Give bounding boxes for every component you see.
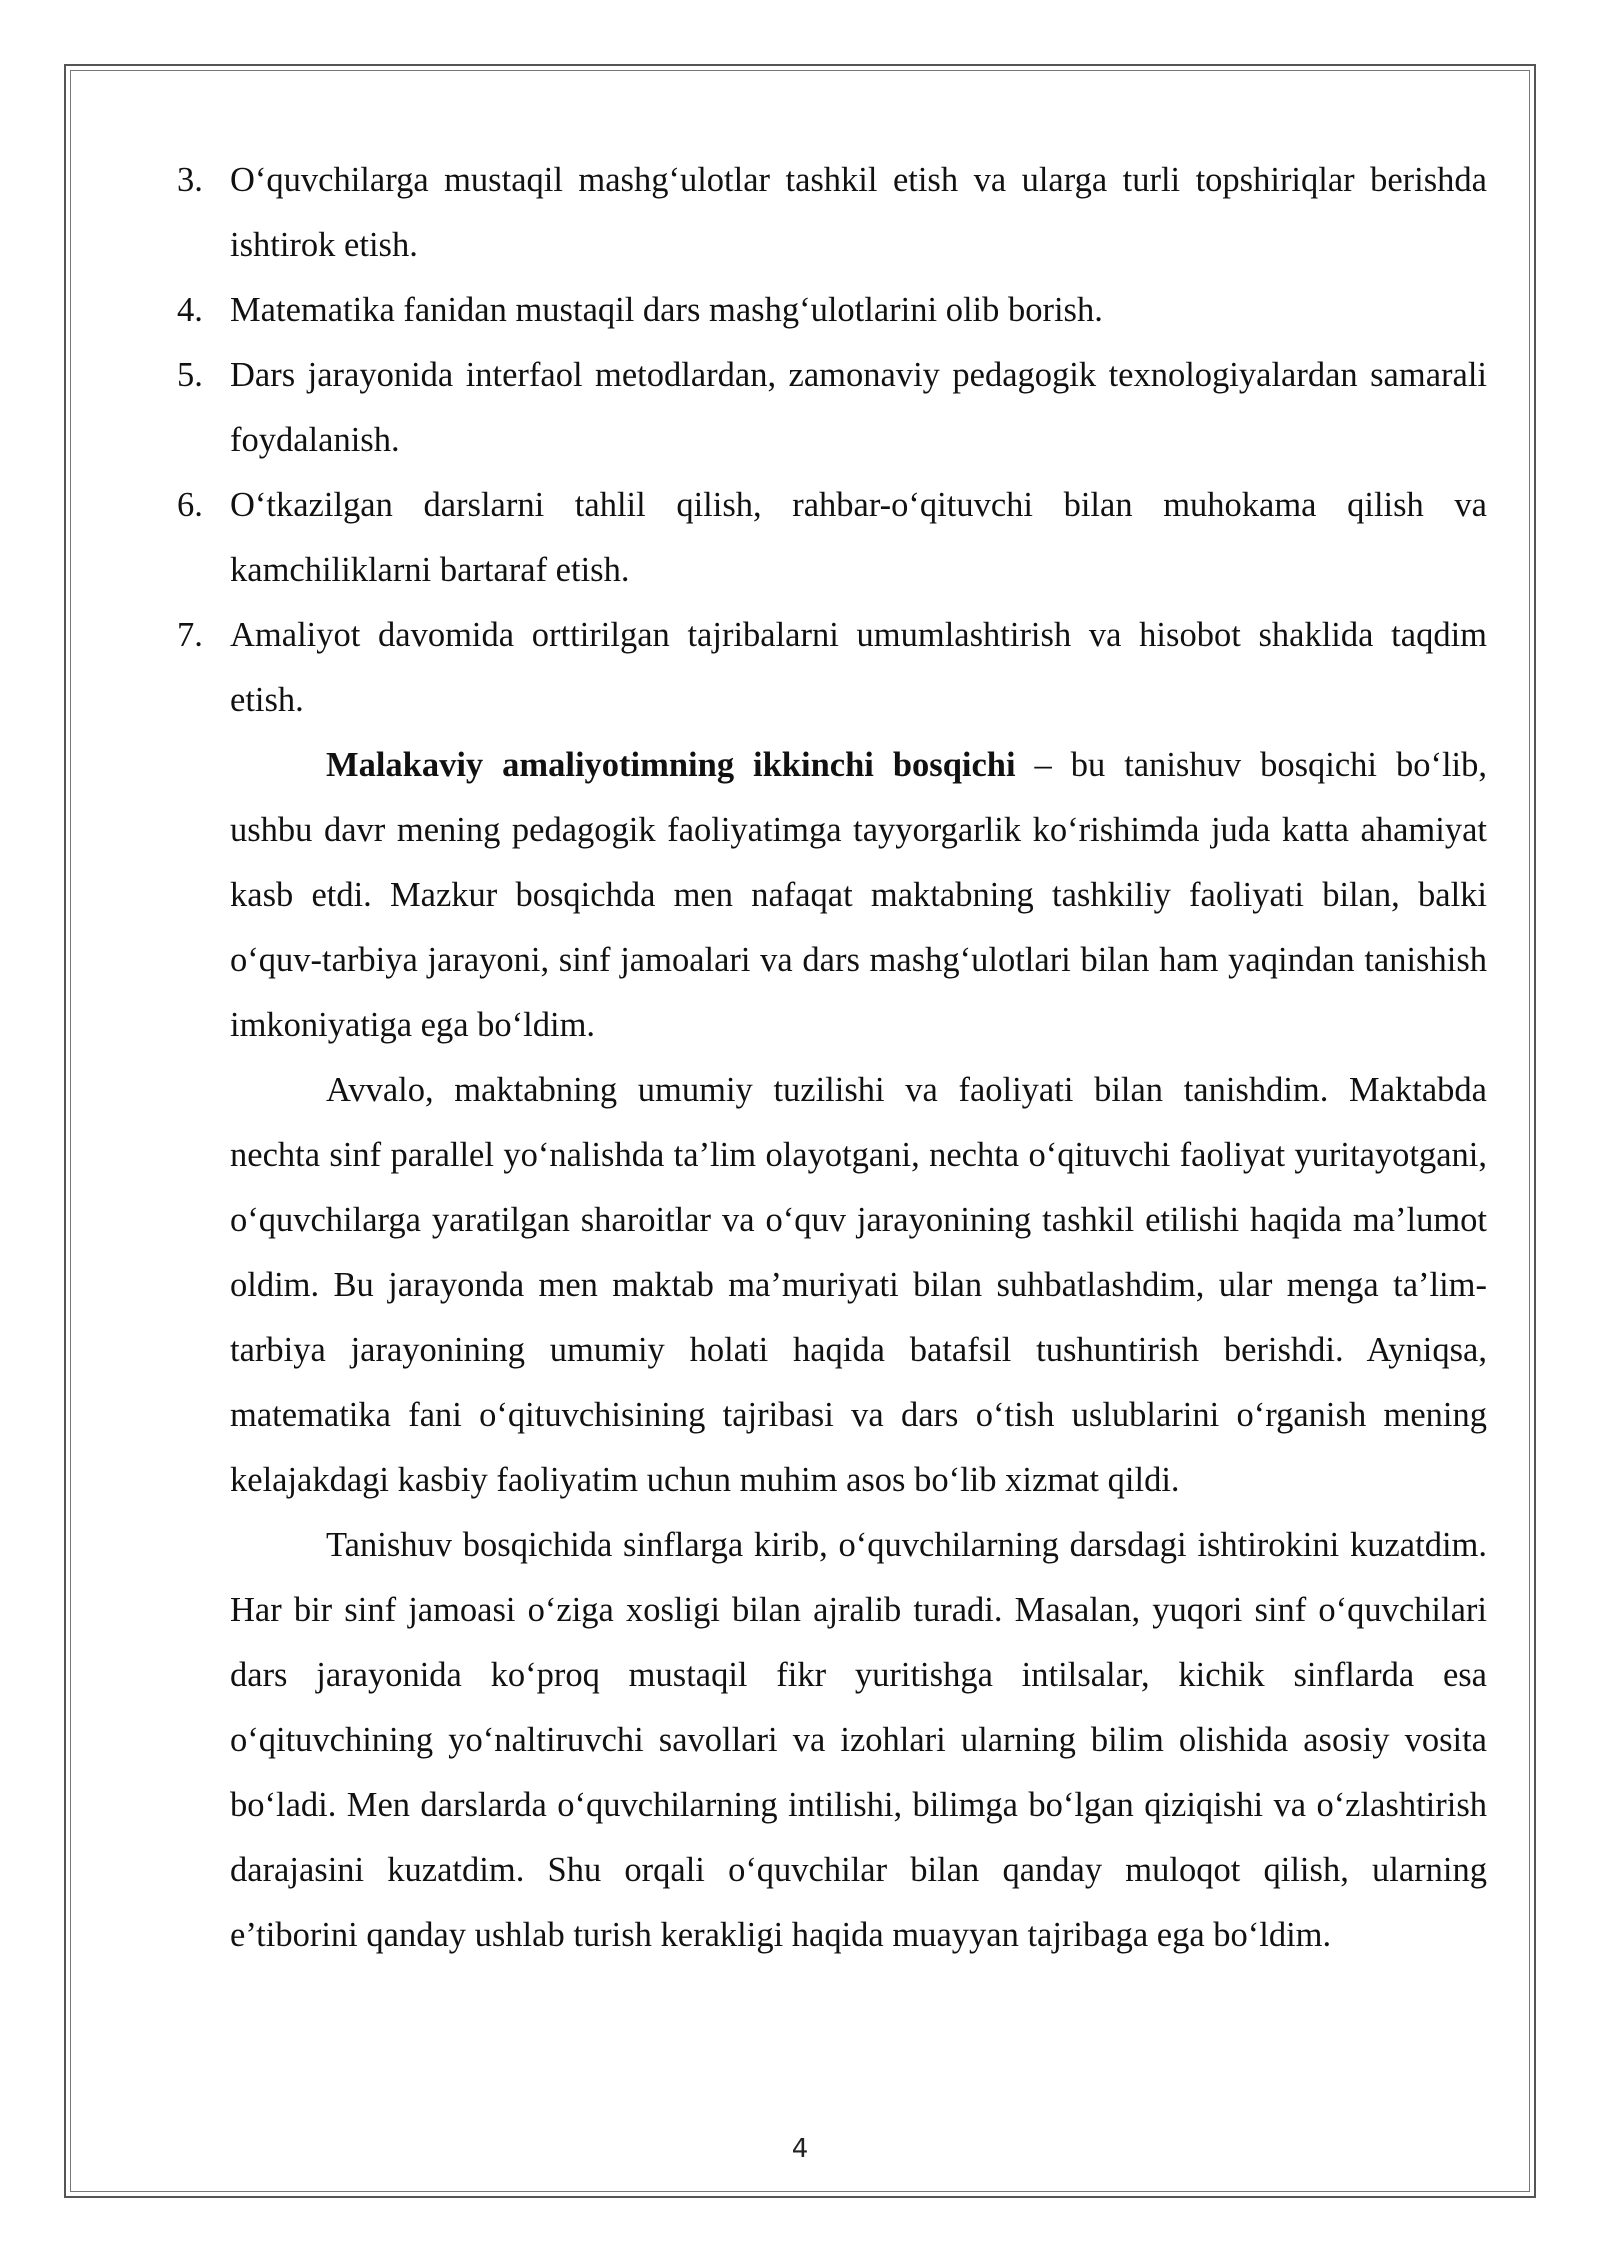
- list-item-text: Amaliyot davomida orttirilgan tajribalarni umumlashtirish va hisobot shaklida taqdim etish.: [230, 616, 1487, 719]
- paragraph-class-observation: Tanishuv bosqichida sinflarga kirib, o‘quvchilarning darsdagi ishtirokini kuzatdim. Har bir sinf jamoasi o‘ziga xosligi bilan ajralib turadi. Masalan, yuqori sinf o‘quvchilari dars jarayonida ko‘proq mustaqil fikr yuritishga intilsalar, kichik sinflarda esa o‘qituvchining yo‘naltiruvchi savollari va izohlari ularning bilim olishida asosiy vosita bo‘ladi. Men darslarda o‘quvchilarning intilishi, bilimga bo‘lgan qiziqishi va o‘zlashtirish darajasini kuzatdim. Shu orqali o‘quvchilar bilan qanday muloqot qilish, ularning e’tiborini qanday ushlab turish kerakligi haqida muayyan tajribaga ega bo‘ldim.: [230, 1526, 1487, 1954]
- list-item: [177, 148, 1487, 278]
- list-item: [177, 343, 1487, 473]
- list-item-number: 3.: [177, 161, 203, 199]
- list-item-number: 6.: [177, 486, 203, 524]
- paragraph-stage-two: [230, 733, 1487, 1058]
- paragraph-bold-lead: Malakaviy amaliyotimning ikkinchi bosqichi: [326, 746, 1016, 784]
- list-item: [177, 473, 1487, 603]
- paragraph-school-structure: Avvalo, maktabning umumiy tuzilishi va faoliyati bilan tanishdim. Maktabda nechta sinf parallel yo‘nalishda ta’lim olayotgani, nechta o‘qituvchi faoliyat yuritayotgani, o‘quvchilarga yaratilgan sharoitlar va o‘quv jarayonining tashkil etilishi haqida ma’lumot oldim. Bu jarayonda men maktab ma’muriyati bilan suhbatlashdim, ular menga ta’lim-tarbiya jarayonining umumiy holati haqida batafsil tushuntirish berishdi. Ayniqsa, matematika fani o‘qituvchisining tajribasi va dars o‘tish uslublarini o‘rganish mening kelajakdagi kasbiy faoliyatim uchun muhim asos bo‘lib xizmat qildi.: [230, 1071, 1487, 1499]
- document-body: [177, 148, 1487, 1968]
- list-item-number: 4.: [177, 291, 203, 329]
- list-item-text: O‘quvchilarga mustaqil mashg‘ulotlar tashkil etish va ularga turli topshiriqlar berishda ishtirok etish.: [230, 161, 1487, 264]
- list-item-number: 7.: [177, 616, 203, 654]
- paragraph-stage-two-text: – bu tanishuv bosqichi bo‘lib, ushbu davr mening pedagogik faoliyatimga tayyorgarlik ko‘rishimda juda katta ahamiyat kasb etdi. Mazkur bosqichda men nafaqat maktabning tashkiliy faoliyati bilan, balki o‘quv-tarbiya jarayoni, sinf jamoalari va dars mashg‘ulotlari bilan ham yaqindan tanishish imkoniyatiga ega bo‘ldim.: [230, 746, 1487, 1044]
- list-item-text: Matematika fanidan mustaqil dars mashg‘ulotlarini olib borish.: [230, 291, 1103, 329]
- list-item: [177, 603, 1487, 733]
- page-number: 4: [791, 2134, 809, 2164]
- list-item-number: 5.: [177, 356, 203, 394]
- list-item-text: O‘tkazilgan darslarni tahlil qilish, rahbar-o‘qituvchi bilan muhokama qilish va kamchiliklarni bartaraf etish.: [230, 486, 1487, 589]
- numbered-list: [177, 148, 1487, 733]
- list-item: [177, 278, 1487, 343]
- list-item-text: Dars jarayonida interfaol metodlardan, zamonaviy pedagogik texnologiyalardan samarali foydalanish.: [230, 356, 1487, 459]
